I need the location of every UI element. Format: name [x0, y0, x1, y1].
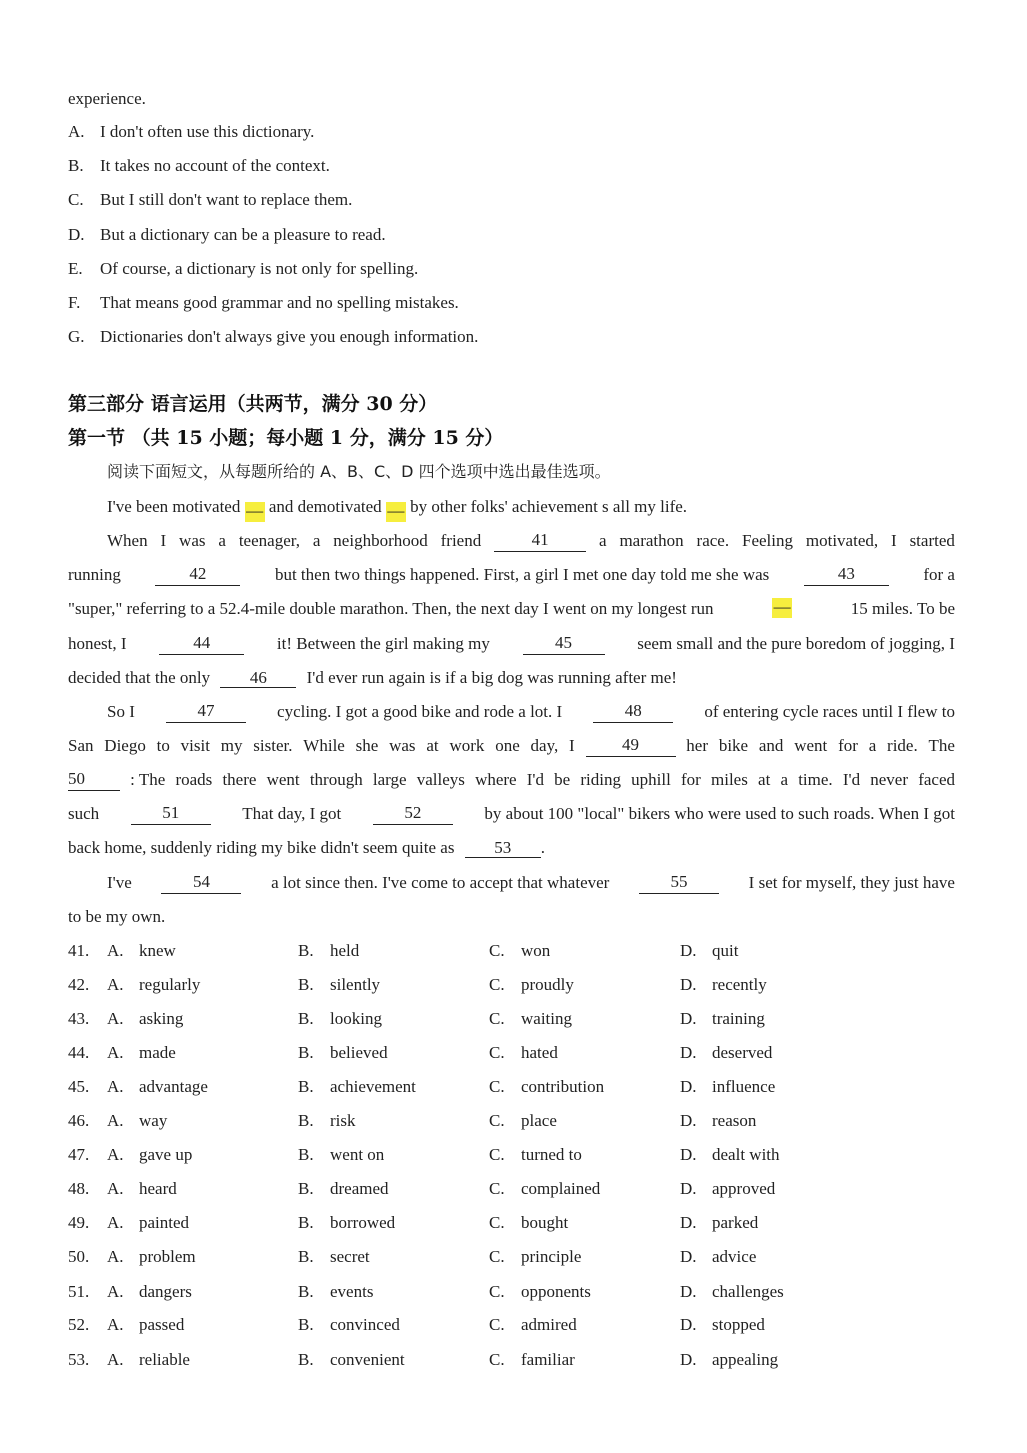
option-48-c[interactable]: C. complained [489, 1179, 601, 1198]
option-49-d[interactable]: D. parked [680, 1213, 759, 1232]
blank-43[interactable]: 43 [804, 564, 889, 586]
option-47-d[interactable]: D. dealt with [680, 1145, 780, 1164]
option-50-a[interactable]: A. problem [107, 1247, 196, 1266]
option-45-c[interactable]: C. contribution [489, 1077, 605, 1096]
option-47-b[interactable]: B. went on [298, 1145, 385, 1164]
blank-47[interactable]: 47 [166, 701, 246, 723]
option-c: C. But I still don't want to replace them. [68, 190, 353, 209]
option-44-a[interactable]: A. made [107, 1043, 176, 1062]
blank-44[interactable]: 44 [159, 633, 244, 655]
option-41-c[interactable]: C. won [489, 941, 551, 960]
option-41-a[interactable]: A. knew [107, 941, 176, 960]
passage-line-13: to be my own. [68, 907, 166, 926]
highlight-mark: — [387, 501, 405, 520]
option-d: D. But a dictionary can be a pleasure to read. [68, 225, 386, 244]
section-title: 第一节 （共 15 小题；每小题 1 分，满分 15 分） [68, 427, 504, 449]
option-48-a[interactable]: A. heard [107, 1179, 177, 1198]
option-43-d[interactable]: D. training [680, 1009, 765, 1028]
option-g: G. Dictionaries don't always give you enough information. [68, 327, 479, 346]
passage-line-7: So I 47 cycling. I got a good bike and rode a lot. I 48 of entering cycle races until I flew to [107, 701, 955, 721]
option-41-b[interactable]: B. held [298, 941, 360, 960]
passage-line-5: honest, I 44 it! Between the girl making my 45 seem small and the pure boredom of jogging, I [68, 633, 955, 653]
option-46-a[interactable]: A. way [107, 1111, 168, 1130]
option-43-b[interactable]: B. looking [298, 1009, 382, 1028]
option-45-a[interactable]: A. advantage [107, 1077, 208, 1096]
option-52-a[interactable]: A. passed [107, 1315, 185, 1334]
passage-line-1: I've been motivated — and demotivated — by other folks' achievement s all my life. [107, 497, 688, 520]
option-47-a[interactable]: A. gave up [107, 1145, 193, 1164]
option-e: E. Of course, a dictionary is not only for spelling. [68, 259, 419, 278]
part-title: 第三部分 语言运用（共两节，满分 30 分） [68, 393, 438, 415]
option-53-d[interactable]: D. appealing [680, 1350, 779, 1369]
option-53-a[interactable]: A. reliable [107, 1350, 190, 1369]
highlight-mark: — [246, 501, 264, 520]
option-53-c[interactable]: C. familiar [489, 1350, 575, 1369]
option-49-a[interactable]: A. painted [107, 1213, 190, 1232]
instruction: 阅读下面短文，从每题所给的 A、B、C、D 四个选项中选出最佳选项。 [107, 462, 611, 481]
passage-line-4: "super," referring to a 52.4-mile double marathon. Then, the next day I went on my longest run — 15 miles. To be [68, 597, 955, 618]
option-51-d[interactable]: D. challenges [680, 1282, 784, 1301]
passage-line-11: back home, suddenly riding my bike didn't seem quite as 53 . [68, 838, 545, 857]
option-50-c[interactable]: C. principle [489, 1247, 582, 1266]
blank-42[interactable]: 42 [155, 564, 240, 586]
highlight-mark: — [773, 597, 791, 616]
option-50-d[interactable]: D. advice [680, 1247, 757, 1266]
passage-end-text: experience. [68, 89, 146, 108]
option-51-b[interactable]: B. events [298, 1282, 374, 1301]
option-a: A. I don't often use this dictionary. [68, 122, 315, 141]
option-41-d[interactable]: D. quit [680, 941, 739, 960]
passage-line-12: I've 54 a lot since then. I've come to accept that whatever 55 I set for myself, they just have [107, 872, 955, 892]
option-51-a[interactable]: A. dangers [107, 1282, 192, 1301]
option-47-c[interactable]: C. turned to [489, 1145, 582, 1164]
option-50-b[interactable]: B. secret [298, 1247, 370, 1266]
exam-page: experience. A. I don't often use this dictionary. B. It takes no account of the context. C. But I still don't want to replace them. D. But a dictionary can be a pleasure to read. E. Of course, a dictionary is not only for spelling. F. That means good grammar and no spelling mistakes. G. Dictionaries don't always give you enough information. 第三部分 语言运用（共两节，满分 30 分） 第一节 （共 15 小题；每小题 1 分，满分 15 分） 阅读下面短文，从每题所给的 A、B、C、D 四个选项中选出最佳选项。 I've been motivated — and demotivated — by other folks' achievement s all my life. When I was a teenager, a neighborhood friend 41 a marathon race. Feeling motivated, I started running 42 but then two things happened. First, a girl I met one day told me she was 43 for a "super," referring to a 52.4-mile double marathon. Then, the next day I went on my longest run — 15 miles. To be honest, I 44 it! Between the girl making my 45 seem small and the pure boredom of jogging, I decided that the only 46 I'd ever run again is if a big dog was running after me! So I 47 cycling. I got a good bike and rode a lot. I 48 of entering cycle races until I flew to San Diego to visit my sister. While she was at work one day, I 49 her bike and went for a ride. The 50 : The roads there went through large valleys where I'd be riding uphill for miles at a time. I'd never faced such 51 That day, I got 52 by about 100 "local" bikers who were used to such roads. When I got back home, suddenly riding my bike didn't seem quite as 53 . I've 54 a lot since then. I've come to accept that whatever 55 I set for myself, they just have to be my own. 41. A. knew B. held C. won D. quit 42. A. regularly B. silently C. proudly D. recently 43. A. asking B. looking C. waiting D. training 44. A. made B. believed C. hated D. deserved 45. A. advantage B. achievement C. contribution D. influence 46. A. way B. risk C. place D. reason 47. A. gave up B. went on C. turned to D. dealt with 48. A. heard B. dreamed C. complained D. approved 49. A. painted B. borrowed C. bought D. parked 50. A. problem B. secret C. principle D. advice 51. A. dangers B. events C. opponents D. challenges 52. A. passed B. convinced C. admired D. stopped 53. A. reliable B. convenient C. familiar D. appealing [68, 89, 955, 1369]
option-45-d[interactable]: D. influence [680, 1077, 776, 1096]
option-f: F. That means good grammar and no spelling mistakes. [68, 293, 459, 312]
option-42-a[interactable]: A. regularly [107, 975, 201, 994]
option-43-c[interactable]: C. waiting [489, 1009, 572, 1028]
option-49-b[interactable]: B. borrowed [298, 1213, 396, 1232]
option-51-c[interactable]: C. opponents [489, 1282, 591, 1301]
option-b: B. It takes no account of the context. [68, 156, 330, 175]
blank-49[interactable]: 49 [586, 735, 676, 757]
option-44-b[interactable]: B. believed [298, 1043, 388, 1062]
blank-48[interactable]: 48 [593, 701, 673, 723]
blank-45[interactable]: 45 [523, 633, 605, 655]
option-48-d[interactable]: D. approved [680, 1179, 776, 1198]
option-44-d[interactable]: D. deserved [680, 1043, 773, 1062]
option-49-c[interactable]: C. bought [489, 1213, 569, 1232]
blank-41[interactable]: 41 [494, 530, 586, 552]
blank-46[interactable]: 46 [220, 668, 296, 688]
option-46-d[interactable]: D. reason [680, 1111, 757, 1130]
blank-52[interactable]: 52 [373, 803, 453, 825]
option-42-d[interactable]: D. recently [680, 975, 767, 994]
option-45-b[interactable]: B. achievement [298, 1077, 416, 1096]
passage-line-10: such 51 That day, I got 52 by about 100 "local" bikers who were used to such roads. When I got [68, 803, 955, 823]
option-48-b[interactable]: B. dreamed [298, 1179, 389, 1198]
option-42-b[interactable]: B. silently [298, 975, 381, 994]
passage-line-3: running 42 but then two things happened. First, a girl I met one day told me she was 43 for a [68, 564, 955, 584]
option-46-c[interactable]: C. place [489, 1111, 557, 1130]
option-43-a[interactable]: A. asking [107, 1009, 184, 1028]
option-44-c[interactable]: C. hated [489, 1043, 558, 1062]
option-46-b[interactable]: B. risk [298, 1111, 356, 1130]
passage-line-9: 50 : The roads there went through large valleys where I'd be riding uphill for miles at a time. I'd never faced [68, 769, 955, 789]
passage-line-6: decided that the only 46 I'd ever run again is if a big dog was running after me! [68, 668, 677, 687]
option-42-c[interactable]: C. proudly [489, 975, 574, 994]
passage-line-2: When I was a teenager, a neighborhood friend 41 a marathon race. Feeling motivated, I started [107, 530, 955, 550]
option-52-d[interactable]: D. stopped [680, 1315, 765, 1334]
blank-55[interactable]: 55 [639, 872, 719, 894]
blank-54[interactable]: 54 [161, 872, 241, 894]
blank-53[interactable]: 53 [465, 838, 541, 858]
option-52-b[interactable]: B. convinced [298, 1315, 400, 1334]
passage-line-8: San Diego to visit my sister. While she was at work one day, I 49 her bike and went for a ride. The [68, 735, 955, 755]
blank-51[interactable]: 51 [131, 803, 211, 825]
option-53-b[interactable]: B. convenient [298, 1350, 405, 1369]
blank-50[interactable]: 50 [68, 769, 120, 791]
option-52-c[interactable]: C. admired [489, 1315, 577, 1334]
